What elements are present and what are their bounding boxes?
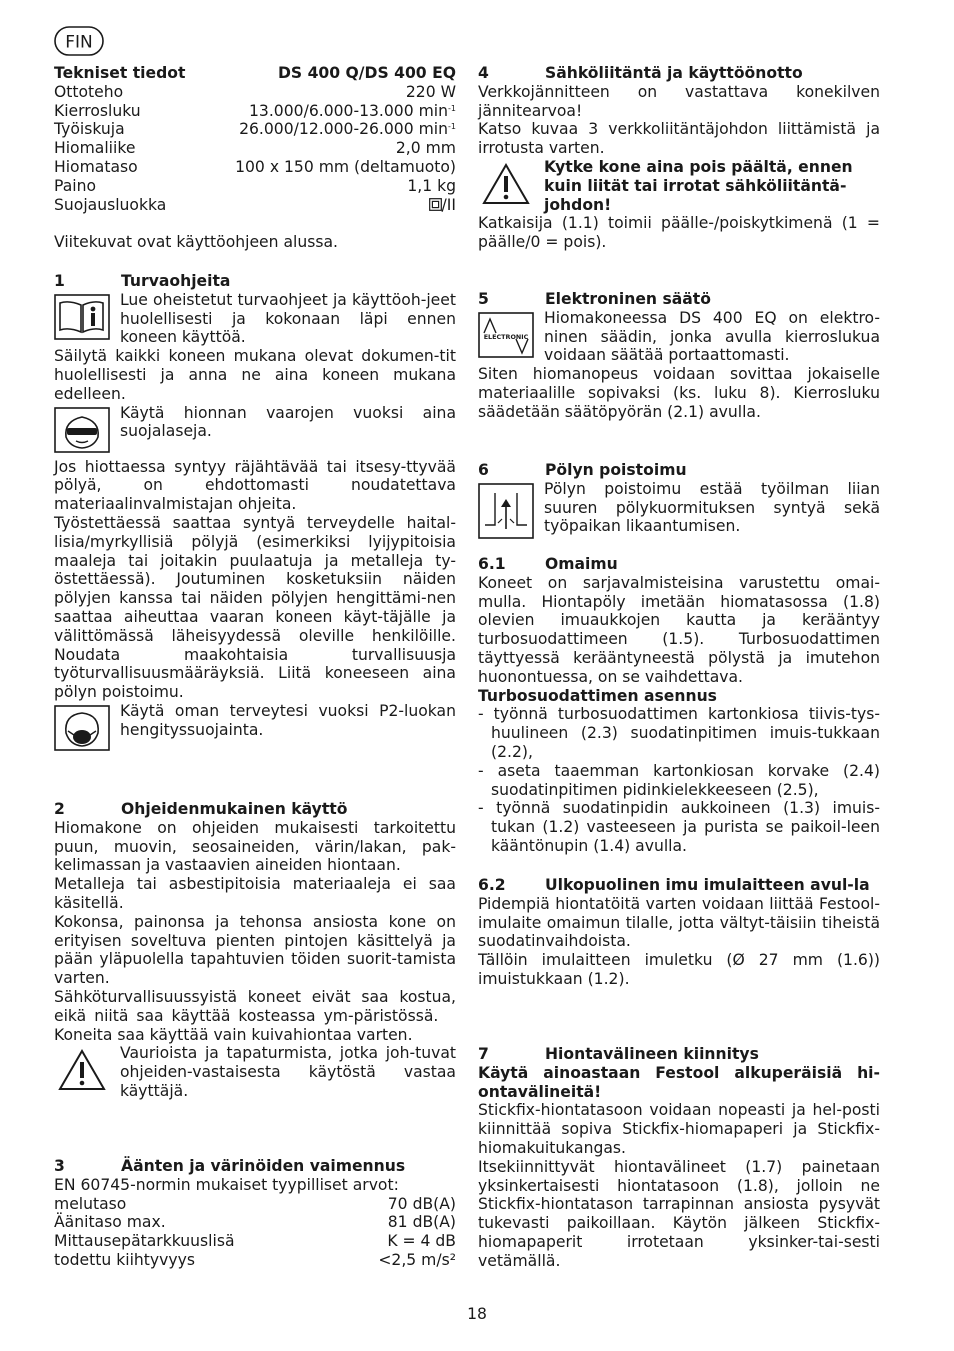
tech-header (54, 64, 456, 83)
list-item: - aseta taaemman kartonkiosan korvake (2.4) suodatinpitimen pidinkielekkeeseen (2.5), (478, 761, 880, 799)
icon-note: Kytke kone aina pois päältä, ennen kuin liität tai irrotat sähköliitäntä-johdon! (478, 158, 880, 214)
respirator-mask-icon (54, 705, 110, 751)
warning-icon (478, 161, 534, 207)
protection-class-ii-icon (429, 198, 442, 211)
section-heading: 6.1 Omaimu (478, 555, 618, 573)
section-2: 2 Ohjeidenmukainen käyttö Hiomakone on ohjeiden mukaisesti tarkoitettu puun, muovin, seosaineiden, värin/lakan, pak-kelimassan ja vastaavien aineiden hiontaan. Metalleja tai asbestipitoisia materiaaleja ei saa käsitellä. Kokonsa, painonsa ja tehonsa ansiosta kone on erityisen soveltuva pienten pintojen käsittelyä ja pään yläpuolella tapahtuvien töiden suorit-tamista varten. Sähköturvallisuussyistä koneet eivät saa kostua, eikä niitä saa käyttää kosteassa ym-päristössä. Koneita saa käyttää vain kuivahiontaa varten. Vaurioista ja tapaturmista, jotka joh-tuvat ohjeiden-vastaisesta käytöstä vastaa käyttäjä. (54, 800, 456, 1100)
icon-note: Vaurioista ja tapaturmista, jotka joh-tuvat ohjeiden-vastaisesta käytöstä vastaa käyttäjä. (54, 1044, 456, 1100)
noise-row: todettu kiihtyvyys <2,5 m/s² (54, 1250, 456, 1269)
tech-row: Hiomaliike 2,0 mm (54, 139, 456, 158)
tech-data (54, 64, 456, 214)
noise-row: Äänitaso max. 81 dB(A) (54, 1213, 456, 1232)
section-6 (478, 461, 880, 539)
tech-row: Ottoteho 220 W (54, 82, 456, 101)
icon-note: Käytä hionnan vaarojen vuoksi aina suojalaseja. (54, 404, 456, 453)
section-5: 5 Elektroninen säätö ELECTRONIC Hiomakoneessa DS 400 EQ on elektro-ninen säädin, jonka avulla kierroslukua voidaan säätää portaattomasti. Siten hiomanopeus voidaan sovittaa jokaiselle materiaalille sopivaksi (ks. luku 8). Kierrosluku säädetään säätöpyörän (2.1) avulla. (478, 290, 880, 421)
section-4: 4 Sähköliitäntä ja käyttöönotto Verkkojännitteen on vastattava konekilven jännitearvoa! Katso kuvaa 3 verkkoliitäntäjohdon liittämistä ja irrotusta varten. Kytke kone aina pois päältä, ennen kuin liität tai irrotat sähköliitäntä-johdon! Katkaisija (1.1) toimii päälle-/poiskytkimenä (1 = päälle/0 = pois). (478, 64, 880, 252)
tech-row: Suojausluokka /II (54, 195, 456, 214)
figure-note: Viitekuvat ovat käyttöohjeen alussa. (54, 233, 339, 251)
icon-note: Käytä oman terveytesi vuoksi P2-luokan hengityssuojainta. (54, 702, 456, 751)
safety-goggles-icon (54, 407, 110, 453)
section-1: 1 Turvaohjeita Lue oheistetut turvaohjeet ja käyttöoh-jeet huolellisesti ja kokonaan läpi ennen koneen käyttöä. Säilytä kaikki koneen mukana olevat dokumen-tit huolellisesti ja anna ne aina koneen mukana edelleen. Käytä hionnan vaarojen vuoksi aina suojalaseja. Jos hiottaessa syntyy räjähtävää tai itsesy-ttyvää pölyä, on ehdottomasti noudatettava materiaalinvalmistajan ohjeita. Työstettäessä saattaa syntyä terveydelle haital-lisia/myrkyllisiä pölyjä (esimerkiksi lyijypitoisia maaleja tai joitakin puulaatuja ja metalleja ty-östettäessä). Joutuminen kosketuksiin näiden pölyjen kanssa tai näiden pölyjen hengittämi-nen saattaa aiheuttaa vaaran koneen käyt-täjälle ja välittömässä läheisyydessä oleville henkilöille. Noudata maakohtaisia turvallisuusja työturvallisuusmääräyksiä. Liitä koneeseen aina pölyn poistoimu. Käytä oman terveytesi vuoksi P2-luokan hengityssuojainta. (54, 272, 456, 751)
icon-note: ELECTRONIC Hiomakoneessa DS 400 EQ on elektro-ninen säädin, jonka avulla kierroslukua voidaan säätää portaattomasti. (478, 309, 880, 365)
list-item: - työnnä turbosuodattimen kartonkiosa tiivis-tys-huulineen (2.3) suodatinpitimen imuis-tukkaan (2.2), (478, 705, 880, 761)
tech-row: Kierrosluku 13.000/6.000-13.000 $\min^{-1}$ (54, 101, 456, 120)
section-heading: 6.2 Ulkopuolinen imu imulaitteen avul-la (478, 876, 870, 894)
icon-note: Pölyn poistoimu estää työilman liian suuren pölykuormituksen syntyä sekä työpaikan likaantumisen. (478, 480, 880, 539)
section-7: 7 Hiontavälineen kiinnitys Käytä ainoastaan Festool alkuperäisiä hi-ontavälineitä! Stickfix-hiontatasoon voidaan nopeasti ja hel-posti kiinnittää sopiva Stickfix-hiomapaperi ja Stickfix-hiomakuitukangas. Itsekiinnittyvät hiontavälineet (1.7) painetaan yksinkertaisesti hiontatasoon (1.8), jolloin ne Stickfix-hiontatason tarrapinnan ansiosta pysyvät tukevasti paikoillaan. Käytön jälkeen Stickfix-hiomapaperit irrotetaan yksinker-tai-sesti vetämällä. (478, 1045, 880, 1270)
section-heading: 1 Turvaohjeita (54, 272, 231, 290)
icon-note: Lue oheistetut turvaohjeet ja käyttöoh-jeet huolellisesti ja kokonaan läpi ennen koneen käyttöä. (54, 291, 456, 347)
section-6-1: 6.1 Omaimu Koneet on sarjavalmisteisina varustettu omai-mulla. Hiontapöly imetään hiomatasossa (1.8) olevien imuaukkojen kautta ja kerääntyy turbosuodattimeen (1.5). Turbosuodattimen täyttyessä kerääntyneestä pölystä ja imutehon huonontuessa, on se vaihdettava. Turbosuodattimen asennus - työnnä turbosuodattimen kartonkiosa tiivis-tys-huulineen (2.3) suodatinpitimen imuis-tukkaan (2.2), - aseta taaemman kartonkiosan korvake (2.4) suodatinpitimen pidinkielekkeeseen (2.5), - työnnä suodatinpidin aukkoineen (1.3) imuis-tukan (1.2) vasteeseen ja purista se paikoil-leen kääntönupin (1.4) avulla. (478, 555, 880, 855)
page-number: 18 (467, 1305, 487, 1323)
section-heading: 6 Pölyn poistoimu (478, 461, 687, 479)
section-heading: 3 Äänten ja värinöiden vaimennus (54, 1157, 406, 1175)
language-badge (54, 26, 104, 56)
svg-text:ELECTRONIC: ELECTRONIC (483, 332, 529, 341)
list-item: - työnnä suodatinpidin aukkoineen (1.3) imuis-tukan (1.2) vasteeseen ja purista se paikoil-leen kääntönupin (1.4) avulla. (478, 799, 880, 855)
tech-row: Työiskuja 26.000/12.000-26.000 $\min^{-1}$ (54, 120, 456, 139)
section-heading: 5 Elektroninen säätö (478, 290, 711, 308)
section-3: 3 Äänten ja värinöiden vaimennus EN 60745-normin mukaiset tyypilliset arvot: melutaso 70 dB(A) Äänitaso max. 81 dB(A) Mittausepätarkkuuslisä K = 4 dB todettu kiihtyvyys <2,5 m/s² (54, 1157, 456, 1269)
tech-row: Hiomataso 100 x 150 mm (deltamuoto) (54, 157, 456, 176)
section-heading: 2 Ohjeidenmukainen käyttö (54, 800, 348, 818)
electronic-control-icon (478, 312, 534, 358)
section-heading: 4 Sähköliitäntä ja käyttöönotto (478, 64, 803, 82)
noise-row: melutaso 70 dB(A) (54, 1194, 456, 1213)
dust-extraction-icon (478, 483, 534, 539)
read-manual-icon (54, 294, 110, 340)
warning-icon (54, 1047, 110, 1093)
tech-title: Tekniset tiedot (54, 64, 186, 82)
svg-text:FIN: FIN (65, 32, 93, 53)
tech-row: Paino 1,1 kg (54, 176, 456, 195)
tech-model: DS 400 Q/DS 400 EQ (277, 64, 456, 82)
noise-row: Mittausepätarkkuuslisä K = 4 dB (54, 1232, 456, 1251)
section-heading: 7 Hiontavälineen kiinnitys (478, 1045, 759, 1063)
section-6-2: 6.2 Ulkopuolinen imu imulaitteen avul-la Pidempiä hiontatöitä varten voidaan liittää Festool-imulaite omaimun tilalle, jotta vältyt-täisiin tiheistä suodatinvaihdoista. Tällöin imulaitteen imuletku (Ø 27 mm (1.6)) imuistukkaan (1.2). (478, 876, 880, 988)
